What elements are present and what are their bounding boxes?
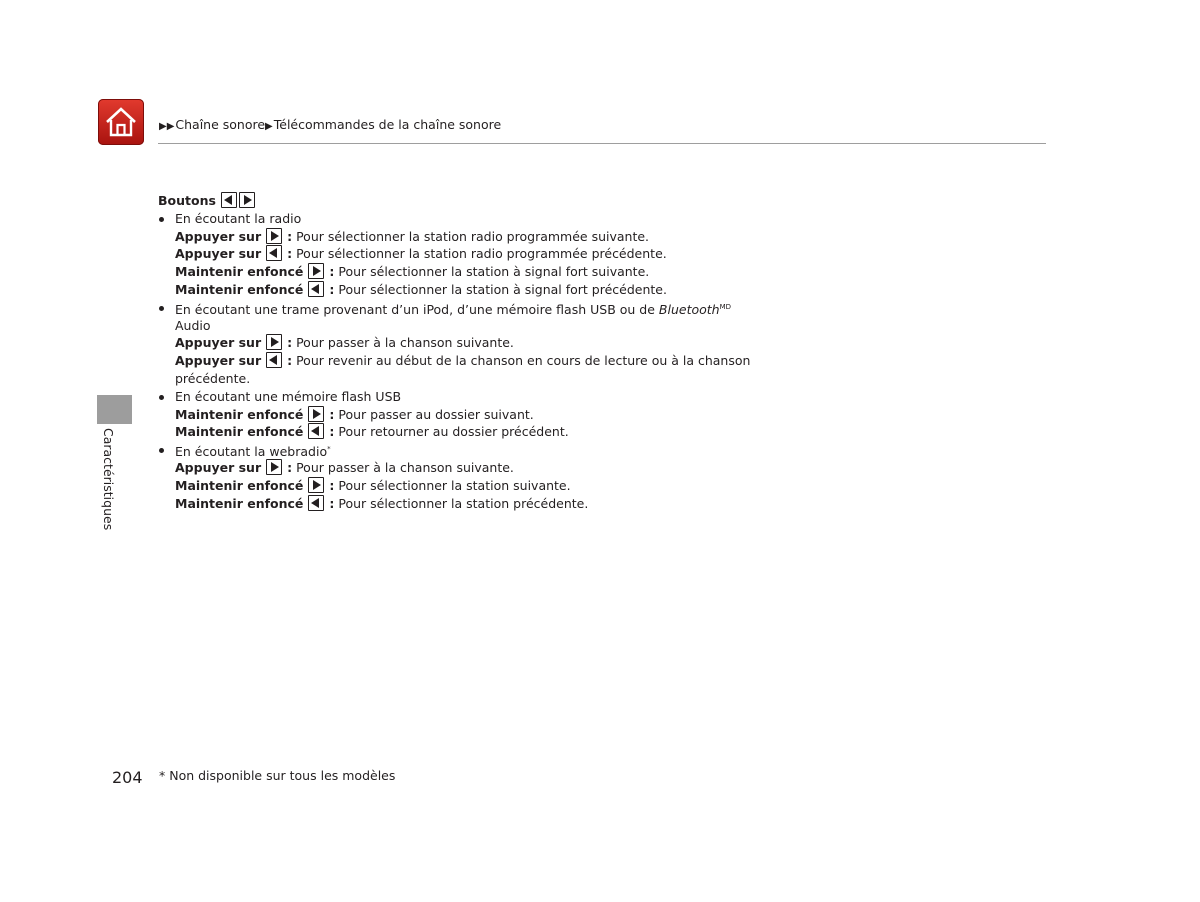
triangle-right-icon: ▶ [265, 121, 273, 132]
instruction-row: Appuyer sur : Pour passer à la chanson suivante. [175, 459, 514, 475]
instruction-action: Maintenir enfoncé [175, 424, 304, 440]
right-button-icon [266, 459, 282, 475]
right-button-icon [266, 334, 282, 350]
left-button-icon [308, 423, 324, 439]
instruction-action: Maintenir enfoncé [175, 495, 304, 511]
left-button-icon [308, 495, 324, 511]
instruction-action: Appuyer sur [175, 459, 262, 475]
instruction-text: Pour sélectionner la station radio programmée suivante. [296, 228, 650, 244]
instruction-action: Maintenir enfoncé [175, 281, 304, 297]
instruction-text: Pour passer à la chanson suivante. [296, 459, 514, 475]
footnote-marker: * [327, 445, 331, 454]
instruction-continuation: précédente. [175, 370, 251, 386]
right-button-icon [308, 263, 324, 279]
instruction-action: Maintenir enfoncé [175, 477, 304, 493]
instruction-action: Appuyer sur [175, 353, 262, 369]
instruction-action: Appuyer sur [175, 335, 262, 351]
left-button-icon [266, 352, 282, 368]
footnote: * Non disponible sur tous les modèles [159, 768, 396, 783]
section-label: Caractéristiques [101, 428, 116, 531]
instruction-text: Pour sélectionner la station à signal fort précédente. [338, 281, 667, 297]
section-title: Boutons [158, 193, 216, 208]
bullet-text: En écoutant la webradio [175, 444, 328, 460]
right-button-icon [308, 477, 324, 493]
instruction-row: Maintenir enfoncé : Pour sélectionner la station suivante. [175, 477, 571, 493]
instruction-row: Appuyer sur : Pour passer à la chanson suivante. [175, 335, 514, 351]
left-button-icon [221, 192, 237, 208]
instruction-text: Pour sélectionner la station à signal fort suivante. [338, 264, 650, 280]
breadcrumb [159, 117, 501, 134]
instruction-row: Maintenir enfoncé : Pour passer au dossier suivant. [175, 406, 534, 422]
instruction-action: Appuyer sur [175, 228, 262, 244]
trademark-mark: MD [719, 302, 732, 311]
instruction-text: Pour passer à la chanson suivante. [296, 335, 514, 351]
instruction-action: Maintenir enfoncé [175, 264, 304, 280]
instruction-text: Pour sélectionner la station suivante. [338, 477, 571, 493]
bullet-item: En écoutant une mémoire flash USB [158, 388, 718, 406]
bullet-item [158, 299, 732, 317]
instruction-action: Maintenir enfoncé [175, 406, 304, 422]
main-content [158, 192, 751, 512]
section-tab[interactable] [97, 395, 132, 424]
left-button-icon [266, 245, 282, 261]
double-triangle-right-icon: ▶▶ [159, 121, 175, 132]
instruction-row: Appuyer sur : Pour sélectionner la station radio programmée suivante. [175, 228, 650, 244]
instruction-text: Pour retourner au dossier précédent. [338, 424, 569, 440]
instruction-row: Maintenir enfoncé : Pour sélectionner la station précédente. [175, 495, 589, 511]
instruction-action: Appuyer sur [175, 246, 262, 262]
bullet-item [158, 441, 718, 459]
instruction-text: Pour revenir au début de la chanson en cours de lecture ou à la chanson [296, 353, 751, 369]
section-title-line [158, 192, 718, 210]
instruction-text: Pour passer au dossier suivant. [338, 406, 534, 422]
bullet-text: En écoutant une trame provenant d’un iPod, d’une mémoire flash USB ou de [175, 301, 659, 317]
instruction-row: Appuyer sur : Pour revenir au début de la chanson en cours de lecture ou à la chanson [175, 353, 751, 369]
home-button[interactable] [98, 99, 144, 145]
instruction-row: Maintenir enfoncé : Pour retourner au dossier précédent. [175, 424, 569, 440]
breadcrumb-item[interactable]: Télécommandes de la chaîne sonore [273, 117, 502, 132]
bullet-continuation: Audio [175, 317, 211, 333]
header-divider [158, 143, 1046, 144]
instruction-text: Pour sélectionner la station précédente. [338, 495, 589, 511]
bluetooth-text: Bluetooth [658, 301, 720, 317]
page-number: 204 [112, 768, 143, 787]
bullet-item: En écoutant la radio [158, 210, 718, 228]
instruction-row: Maintenir enfoncé : Pour sélectionner la station à signal fort précédente. [175, 281, 667, 297]
breadcrumb-item[interactable]: Chaîne sonore [175, 117, 266, 132]
right-button-icon [308, 406, 324, 422]
home-icon [104, 106, 138, 138]
right-button-icon [239, 192, 255, 208]
instruction-row: Appuyer sur : Pour sélectionner la station radio programmée précédente. [175, 246, 667, 262]
instruction-text: Pour sélectionner la station radio programmée précédente. [296, 246, 667, 262]
instruction-row: Maintenir enfoncé : Pour sélectionner la station à signal fort suivante. [175, 264, 650, 280]
left-button-icon [308, 281, 324, 297]
right-button-icon [266, 228, 282, 244]
